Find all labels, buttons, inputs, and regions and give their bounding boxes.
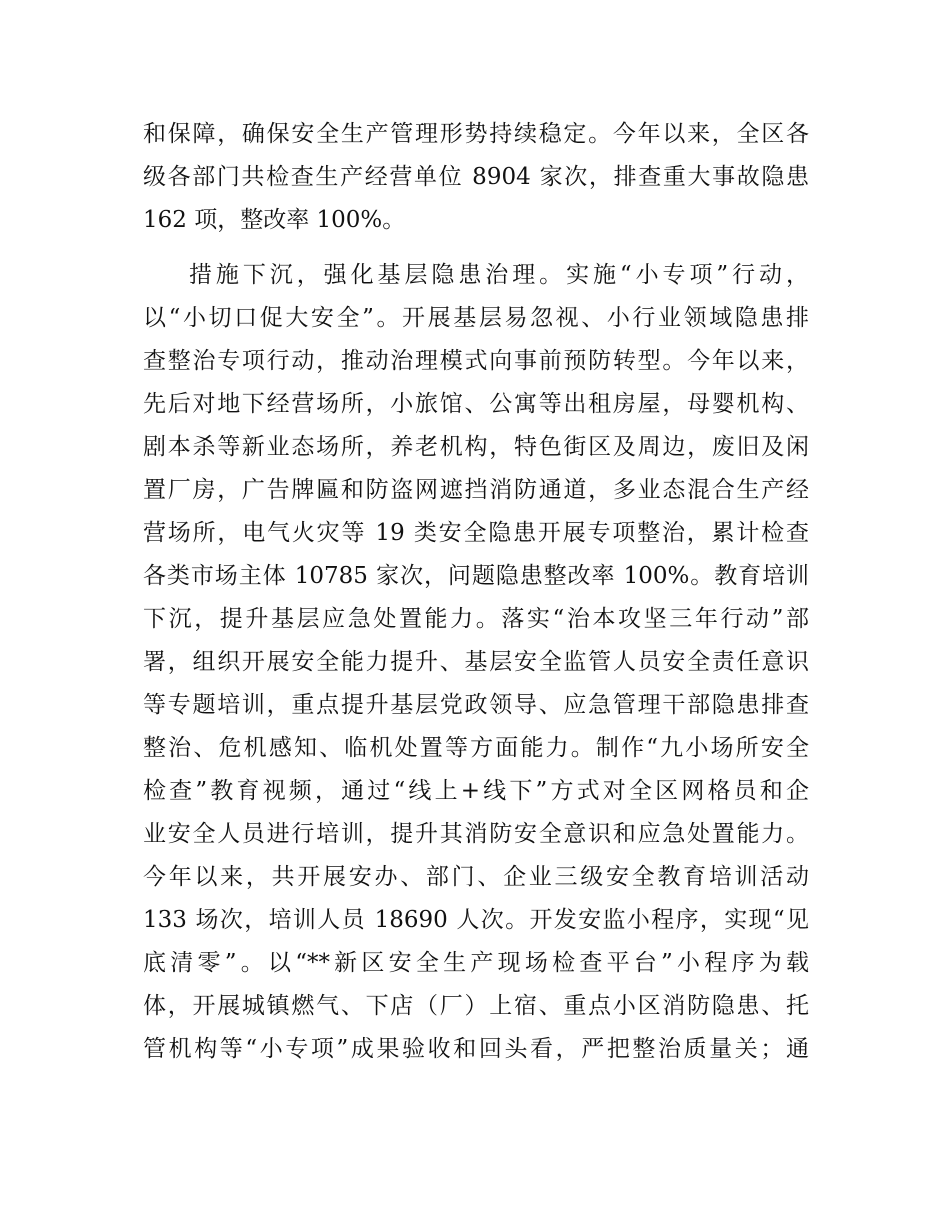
text-line: 署，组织开展安全能力提升、基层安全监管人员安全责任意识 [143,649,809,675]
text-line: 今年以来，共开展安办、部门、企业三级安全教育培训活动 [143,864,809,890]
text-line: 业安全人员进行培训，提升其消防安全意识和应急处置能力。 [143,821,809,847]
text-line: 133 场次，培训人员 18690 人次。开发安监小程序，实现“见 [143,907,809,933]
text-line: 先后对地下经营场所，小旅馆、公寓等出租房屋，母婴机构、 [143,391,809,417]
text-line: 级各部门共检查生产经营单位 8904 家次，排查重大事故隐患 [143,164,809,190]
text-line: 162 项，整改率 100%。 [143,207,406,233]
text-line: 置厂房，广告牌匾和防盗网遮挡消防通道，多业态混合生产经 [143,477,809,503]
text-line: 下沉，提升基层应急处置能力。落实“治本攻坚三年行动”部 [143,606,809,632]
text-line: 整治、危机感知、临机处置等方面能力。制作“九小场所安全 [143,735,809,761]
text-line: 检查”教育视频，通过“线上+线下”方式对全区网格员和企 [143,778,809,804]
text-line: 营场所，电气火灾等 19 类安全隐患开展专项整治，累计检查 [143,520,809,546]
paragraph-first-line: 措施下沉，强化基层隐患治理。实施“小专项”行动， [189,262,809,288]
text-line: 底清零”。以“**新区安全生产现场检查平台”小程序为载 [143,950,809,976]
text-line: 等专题培训，重点提升基层党政领导、应急管理干部隐患排查 [143,692,809,718]
text-line: 体，开展城镇燃气、下店（厂）上宿、重点小区消防隐患、托 [143,993,809,1019]
text-line: 各类市场主体 10785 家次，问题隐患整改率 100%。教育培训 [143,563,809,589]
text-line: 管机构等“小专项”成果验收和回头看，严把整治质量关；通 [143,1036,809,1062]
text-line: 查整治专项行动，推动治理模式向事前预防转型。今年以来， [143,348,809,374]
text-line: 和保障，确保安全生产管理形势持续稳定。今年以来，全区各 [143,121,809,147]
text-line: 剧本杀等新业态场所，养老机构，特色街区及周边，废旧及闲 [143,434,809,460]
text-line: 以“小切口促大安全”。开展基层易忽视、小行业领域隐患排 [143,305,809,331]
